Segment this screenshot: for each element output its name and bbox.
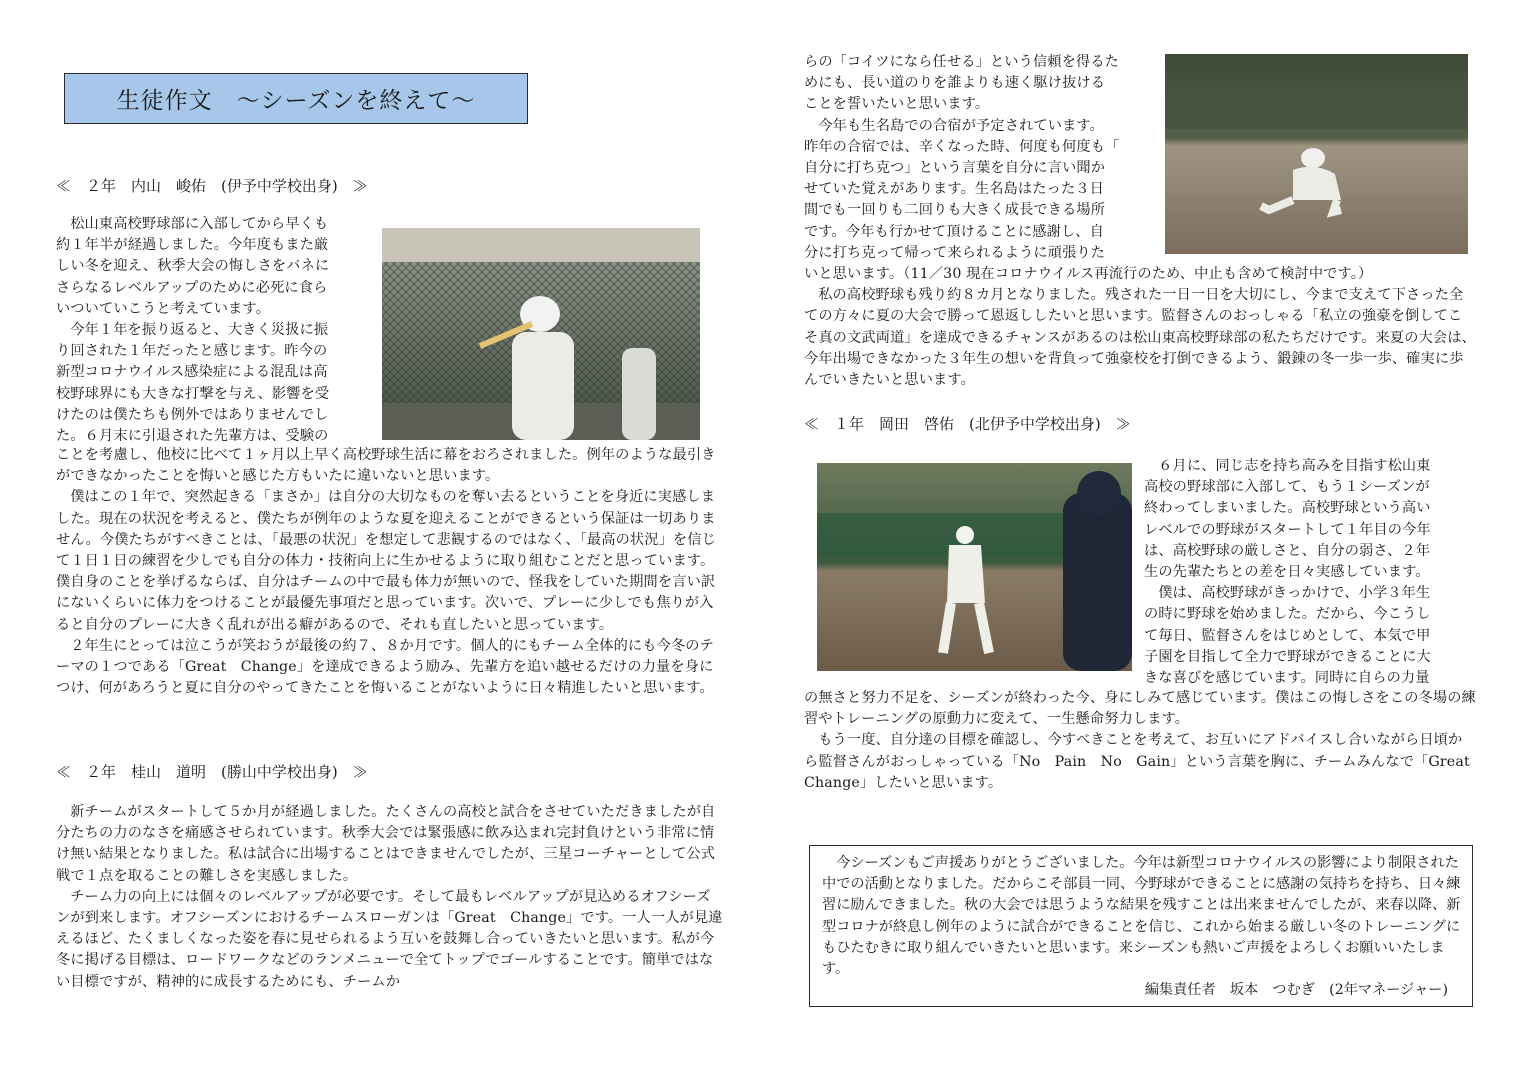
paragraph: 僕はこの１年で、突然起きる「まさか」は自分の大切なものを奪い去るということを身近に実感しました。現在の状況を考えると、僕たちが例年のような夏を迎えることができるという保証は一切ありません。今僕たちがすべきことは、「最悪の状況」を想定して悲観するのではなく、「最高の状況」を信じて１日１日の練習を少しでも自分の体力・技術向上に生かせるように取り組むことだと思っています。僕自身のことを挙げるならば、自分はチームの中で最も体力が無いので、怪我をしていた期間を言い訳にないくらいに体力をつけることが最優先事項だと思っています。次いで、プレーに少しでも焦りが入ると自分のプレーに大きく乱れが出る癖があるので、それも直したいと思っています。	[56, 489, 716, 633]
article-1-body	[56, 445, 724, 699]
article-3-body	[804, 688, 1485, 794]
paragraph: チーム力の向上には個々のレベルアップが必要です。そして最もレベルアップが見込めるオフシーズンが到来します。オフシーズンにおけるチームスローガンは「Great Change」です。一人一人が見違えるほど、たくましくなった姿を春に見せられるよう互いを鼓舞し合っていきたいと思います。私が今冬に掲げる目標は、ロードワークなどのランメニューで全てトップでゴールすることです。簡単ではない目標ですが、精神的に成長するためにも、チームか	[56, 888, 723, 990]
line: 分に打ち克って帰って来られるように頑張りた	[804, 244, 1106, 261]
line: は、高校野球の厳しさと、自分の弱さ、２年	[1144, 542, 1431, 559]
line: しい冬を迎え、秋季大会の悔しさをバネに	[56, 258, 330, 275]
fielder-photo	[1165, 54, 1468, 254]
line: 約１年半が経過しました。今年度もまた厳	[56, 237, 329, 254]
line: ６月に、同じ志を持ち高みを目指す松山東	[1158, 458, 1431, 474]
article-2-heading: ≪ ２年 桂山 道明 (勝山中学校出身) ≫	[56, 763, 368, 781]
line: レベルでの野球がスタートして１年目の今年	[1144, 521, 1431, 538]
line: 昨年の合宿では、辛くなった時、何度も何度も「	[804, 138, 1120, 155]
page-title	[64, 73, 528, 124]
line: 生の先輩たちとの差を日々実感しています。	[1144, 564, 1430, 581]
article-2-continued	[804, 52, 1154, 264]
line: 高校の野球部に入部して、もう１シーズンが	[1144, 479, 1430, 496]
line: 新型コロナウイルス感染症による混乱は高	[56, 364, 328, 381]
line: 今年１年を振り返ると、大きく災扱に振	[70, 322, 329, 339]
line: ことを誓いたいと思います。	[804, 96, 990, 113]
paragraph: 新チームがスタートして５か月が経過しました。たくさんの高校と試合をさせていただきましたが自分たちの力のなさを痛感させられています。秋季大会では緊張感に飲み込まれ完封負けという非常に情け無い結果となりました。私は試合に出場することはできませんでしたが、三星コーチャーとして公式戦で１点を取ることの難しさを実感しました。	[56, 804, 716, 884]
line: の時に野球を始めました。だから、今こうし	[1144, 606, 1431, 623]
paragraph: もう一度、自分達の目標を確認し、今すべきことを考えて、お互いにアドバイスし合いながら日頃から監督さんがおっしゃっている「No Pain No Gain」という言葉を胸に、チームみんなで「Great Change」したいと思います。	[804, 732, 1485, 791]
article-1-heading: ≪ ２年 内山 峻佑 (伊予中学校出身) ≫	[56, 177, 368, 195]
line: いついていこうと考えています。	[56, 300, 270, 317]
line: 自分に打ち克つ」という言葉を自分に言い聞か	[804, 160, 1106, 177]
manager-notice	[809, 845, 1473, 1007]
paragraph: ２年生にとっては泣こうが笑おうが最後の約７、８か月です。個人的にもチーム全体的にも今冬のテーマの１つである「Great Change」を達成できるよう励み、先輩方を追い越せるだけの力量を身につけ、何があろうと夏に自分のやってきたことを悔いることがないように日々精進したいと思います。	[56, 637, 714, 697]
notice-text: 今シーズンもご声援ありがとうございました。今年は新型コロナウイルスの影響により制限された中での活動となりました。だからこそ部員一同、今野球ができることに感謝の気持ちを持ち、日々練習に励んできました。秋の大会では思うような結果を残すことは出来ませんでしたが、来春以降、新型コロナが終息し例年のように試合ができることを信じ、これから始まる厳しい冬のトレーニングにもひたむきに取り組んでいきたいと思います。来シーズンも熱いご声援をよろしくお願いいたします。	[822, 855, 1461, 978]
line: らの「コイツになら任せる」という信頼を得るた	[804, 54, 1120, 70]
line: さらなるレベルアップのために必死に食ら	[56, 279, 328, 296]
paragraph: の無さと努力不足を、シーズンが終わった今、身にしみて感じています。僕はこの悔しさをこの冬場の練習やトレーニングの原動力に変えて、一生懸命努力します。	[804, 690, 1476, 728]
line: きな喜びを感じています。同時に自らの力量	[1144, 670, 1430, 687]
line: 僕は、高校野球がきっかけで、小学３年生	[1158, 585, 1431, 602]
article-1-intro	[56, 214, 368, 447]
line: て毎日、監督さんをはじめとして、本気で甲	[1144, 627, 1431, 644]
page-title-text: 生徒作文 ～シーズンを終えて～	[116, 88, 476, 114]
notice-signature: 編集責任者 坂本 つむぎ (2年マネージャー)	[1144, 982, 1448, 999]
line: です。今年も行かせて頂けることに感謝し、自	[804, 223, 1104, 240]
article-2-body	[56, 802, 724, 993]
line: 子園を目指して全力で野球ができることに大	[1144, 648, 1431, 665]
line: 松山東高校野球部に入部してから早くも	[70, 216, 329, 232]
article-2-continued-body	[804, 264, 1476, 391]
line: 終わってしまいました。高校野球という高い	[1144, 500, 1431, 517]
line: めにも、長い道のりを誰よりも速く駆け抜ける	[804, 75, 1106, 92]
line: せていた覚えがあります。生名島はたった３日	[804, 181, 1104, 198]
paragraph: ことを考慮し、他校に比べて１ヶ月以上早く高校野球生活に幕をおろされました。例年のような最引きができなかったことを悔いと感じた方もいたに違いないと思います。	[56, 447, 716, 485]
paragraph: いと思います。（11／30 現在コロナウイルス再流行のため、中止も含めて検討中です。）	[804, 266, 1373, 282]
line: けたのは僕たちも例外ではありませんでし	[56, 406, 329, 423]
article-3-heading: ≪ １年 岡田 啓佑 (北伊予中学校出身) ≫	[804, 415, 1131, 433]
line: 校野球界にも大きな打撃を与え、影響を受	[56, 385, 330, 402]
line: り回された１年だったと感じます。昨今の	[56, 343, 328, 360]
line: た。６月末に引退された先輩方は、受験の	[56, 428, 329, 445]
line: 間でも一回りも二回りも大きく成長できる場所	[804, 202, 1106, 219]
batter-photo	[382, 228, 700, 440]
paragraph: 私の高校野球も残り約８カ月となりました。残された一日一日を大切にし、今まで支えて下さった全ての方々に夏の大会で勝って恩返ししたいと思います。監督さんのおっしゃる「私立の強豪を倒してこそ真の文武両道」を達成できるチャンスがあるのは松山東高校野球部の私たちだけです。来夏の大会は、今年出場できなかった３年生の想いを背負って強豪校を打倒できるよう、鍛錬の冬一歩一歩、確実に歩んでいきたいと思います。	[804, 287, 1476, 389]
thrower-photo	[817, 463, 1132, 671]
line: 今年も生名島での合宿が予定されています。	[804, 117, 1104, 134]
article-3-intro	[1144, 456, 1478, 689]
